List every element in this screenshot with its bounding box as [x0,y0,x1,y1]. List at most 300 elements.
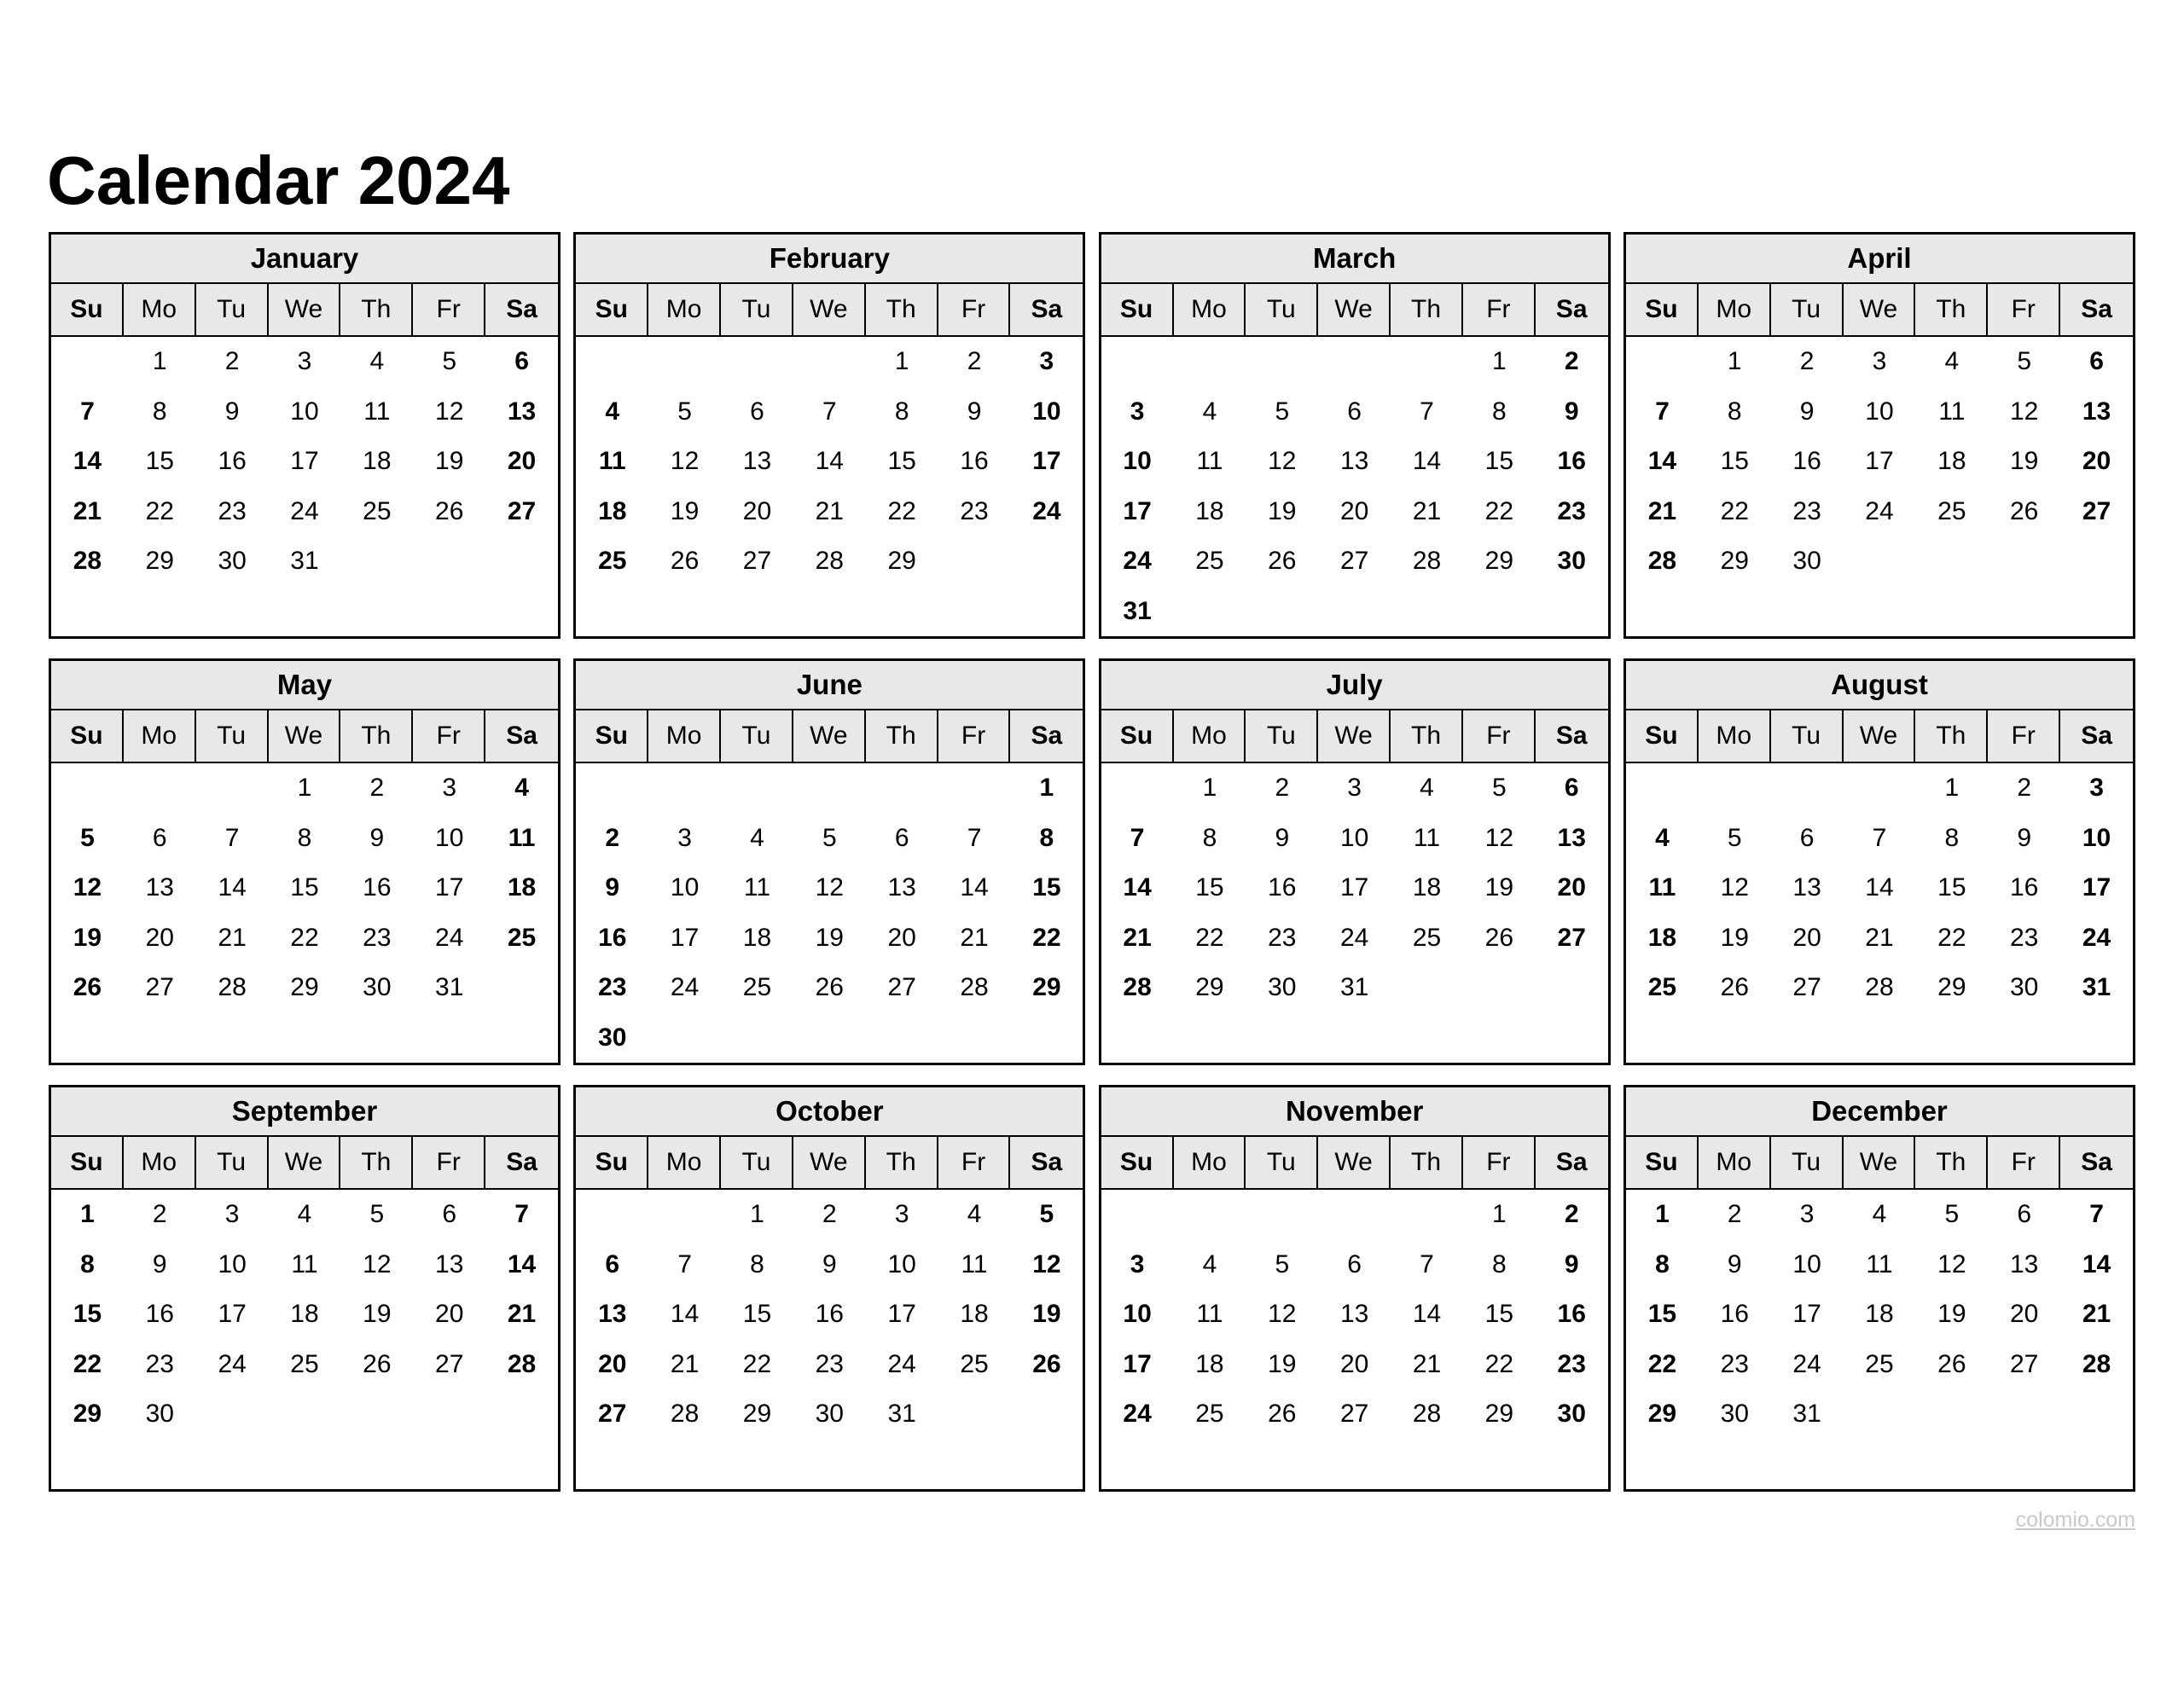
date-cell: 9 [152,1249,167,1278]
date-cell: 4 [1944,347,1960,376]
date-cell: 25 [1647,973,1677,1002]
date-cell: 4 [514,774,529,803]
date-cell: 5 [677,397,692,426]
date-cell: 8 [152,397,167,426]
date-cell: 6 [514,347,529,376]
date-cell-empty [1915,1389,1988,1440]
date-cell: 9 [605,873,620,902]
date-cell: 1 [1727,347,1742,376]
weekday-header-cell: Su [51,1137,124,1188]
date-cell: 27 [507,496,537,525]
date-cell: 21 [1412,496,1442,525]
date-cell: 22 [1032,923,1061,952]
date-cell: 18 [1647,923,1677,952]
date-cell-empty [576,337,648,387]
weekday-header-cell: Su [576,710,648,762]
weekday-header-cell: Mo [124,284,196,335]
date-cell: 28 [73,547,102,576]
date-cell-empty [1174,1013,1246,1064]
date-cell: 31 [2082,973,2111,1002]
date-cell: 6 [750,397,764,426]
date-cell-empty [938,1013,1011,1064]
weekday-header-cell: Mo [1699,284,1771,335]
date-cell: 24 [290,496,319,525]
date-cell-empty [1626,1013,1699,1064]
date-cell: 22 [290,923,319,952]
date-cell: 25 [1195,547,1224,576]
date-cell: 27 [887,973,916,1002]
weekday-header-row [51,710,558,763]
date-cell: 16 [960,447,989,476]
date-cell: 29 [1647,1400,1677,1429]
date-cell: 29 [1032,973,1061,1002]
date-cell: 20 [1339,1349,1369,1378]
date-cell: 5 [1727,823,1742,852]
date-cell: 9 [1564,397,1579,426]
date-cell: 12 [1032,1249,1061,1278]
date-cell: 30 [1557,1400,1586,1429]
date-cell: 11 [1648,873,1676,902]
date-cell: 30 [363,973,392,1002]
date-cell: 27 [2010,1349,2039,1378]
date-cell: 15 [1032,873,1061,902]
date-cell: 25 [507,923,537,952]
date-cell: 8 [1492,1249,1507,1278]
date-cell: 17 [1032,447,1061,476]
date-cell: 20 [1557,873,1586,902]
date-cell: 3 [2089,774,2104,803]
weekday-header-cell: We [793,284,866,335]
date-cell-empty [1174,1440,1246,1490]
date-cell: 30 [598,1023,627,1052]
date-cell: 19 [73,923,102,952]
date-cell-empty [485,1440,558,1490]
date-cell-empty [793,337,866,387]
date-cell-empty [51,1013,124,1064]
date-cell-empty [196,1389,269,1440]
date-cell: 9 [369,823,385,852]
date-cell: 15 [1484,1300,1514,1329]
date-cell: 8 [750,1249,764,1278]
date-cell: 2 [224,347,240,376]
date-cell: 4 [1420,774,1434,803]
date-cell: 3 [1130,1249,1145,1278]
date-cell: 28 [218,973,247,1002]
date-cell: 10 [1123,1300,1152,1329]
date-cell-empty [866,1440,938,1490]
date-cell-empty [793,587,866,637]
month-title: March [1101,235,1608,284]
date-cell-empty [1988,1013,2060,1064]
weekday-header-cell: Th [1915,710,1988,762]
weekday-header-cell: We [1844,710,1916,762]
date-cell: 10 [887,1249,916,1278]
date-cell: 2 [369,774,385,803]
date-cell: 8 [1727,397,1742,426]
date-cell: 28 [1865,973,1894,1002]
date-cell-empty [2060,587,2133,637]
weekday-header-cell: Sa [506,1148,537,1176]
date-cell-empty [576,1190,648,1240]
date-cell: 6 [152,823,167,852]
date-cell: 31 [1339,973,1369,1002]
date-cell-empty [51,1440,124,1490]
date-cell-empty [51,337,124,387]
date-cell: 30 [815,1400,844,1429]
date-cell: 10 [1865,397,1894,426]
weekday-header-cell: Tu [721,1137,793,1188]
weekday-header-cell: Mo [648,284,721,335]
date-cell: 11 [1413,823,1441,852]
date-cell-empty [1101,1190,1174,1240]
date-cell: 4 [297,1200,312,1229]
month-title: September [51,1087,558,1137]
date-cell: 9 [822,1249,837,1278]
date-cell: 3 [224,1200,240,1229]
weekday-header-cell: Tu [1771,1137,1844,1188]
month-title: June [576,661,1083,710]
date-cell: 25 [742,973,772,1002]
weekday-header-row [1626,284,2133,337]
date-cell: 13 [742,447,772,476]
date-cell: 7 [967,823,982,852]
date-cell: 23 [1792,496,1821,525]
dates-grid [1101,1190,1608,1489]
weekday-header-cell: We [269,1137,341,1188]
weekday-header-cell: We [1318,284,1391,335]
date-cell: 14 [218,873,247,902]
date-cell: 10 [1792,1249,1821,1278]
date-cell-empty [269,1440,341,1490]
weekday-header-cell: Th [1391,1137,1463,1188]
date-cell: 7 [1655,397,1670,426]
date-cell-empty [1318,1190,1391,1240]
date-cell-empty [1391,1440,1463,1490]
date-cell: 26 [1032,1349,1061,1378]
weekday-header-cell: Tu [721,284,793,335]
date-cell-empty [485,587,558,637]
date-cell: 1 [1655,1200,1670,1229]
weekday-header-cell: Mo [648,1137,721,1188]
watermark-link[interactable]: colomio.com [2015,1508,2135,1532]
date-cell: 4 [1872,1200,1887,1229]
date-cell-empty [340,1440,413,1490]
date-cell: 1 [1202,774,1217,803]
date-cell: 25 [1195,1400,1224,1429]
date-cell-empty [1915,587,1988,637]
date-cell: 1 [80,1200,95,1229]
date-cell: 27 [1557,923,1586,952]
date-cell-empty [1010,1389,1083,1440]
date-cell: 17 [887,1300,916,1329]
date-cell: 27 [2082,496,2111,525]
date-cell: 24 [218,1349,247,1378]
month-block-july [1099,658,1611,1065]
dates-grid [1101,337,1608,636]
date-cell: 19 [670,496,700,525]
date-cell: 23 [363,923,392,952]
date-cell: 16 [145,1300,174,1329]
date-cell: 17 [1792,1300,1821,1329]
date-cell: 13 [1557,823,1586,852]
date-cell-empty [340,587,413,637]
date-cell-empty [1844,1440,1916,1490]
date-cell: 19 [2010,447,2039,476]
dates-grid [51,1190,558,1489]
date-cell-empty [1391,963,1463,1013]
date-cell-empty [1318,587,1391,637]
weekday-header-cell: Sa [1555,1148,1588,1176]
date-cell: 17 [1865,447,1894,476]
date-cell-empty [1915,536,1988,587]
date-cell: 18 [1195,1349,1224,1378]
date-cell-empty [1010,1440,1083,1490]
month-block-january [49,232,561,639]
date-cell-empty [1463,1013,1536,1064]
date-cell: 2 [1727,1200,1742,1229]
date-cell: 29 [73,1400,102,1429]
date-cell: 10 [1123,447,1152,476]
date-cell: 21 [1865,923,1894,952]
date-cell-empty [1626,1440,1699,1490]
date-cell: 27 [1339,547,1369,576]
date-cell: 12 [73,873,102,902]
date-cell: 22 [1484,1349,1514,1378]
weekday-header-cell: Th [340,284,413,335]
weekday-header-cell: Th [1915,1137,1988,1188]
date-cell: 15 [290,873,319,902]
date-cell: 5 [80,823,95,852]
date-cell: 3 [1347,774,1362,803]
date-cell: 31 [887,1400,916,1429]
date-cell: 8 [1202,823,1217,852]
date-cell-empty [269,1013,341,1064]
date-cell: 7 [822,397,837,426]
date-cell: 10 [435,823,464,852]
date-cell: 21 [1647,496,1677,525]
date-cell-empty [576,1440,648,1490]
date-cell: 11 [508,823,536,852]
date-cell: 29 [1720,547,1749,576]
date-cell: 20 [1792,923,1821,952]
date-cell: 20 [145,923,174,952]
weekday-header-cell: Sa [1031,295,1063,323]
date-cell: 19 [435,447,464,476]
date-cell: 24 [1792,1349,1821,1378]
date-cell: 20 [742,496,772,525]
date-cell: 28 [960,973,989,1002]
month-title: February [576,235,1083,284]
date-cell: 30 [1720,1400,1749,1429]
date-cell-empty [124,1440,196,1490]
weekday-header-row [1626,710,2133,763]
date-cell: 1 [1039,774,1054,803]
date-cell: 29 [742,1400,772,1429]
date-cell-empty [1463,587,1536,637]
date-cell: 14 [1412,1300,1442,1329]
date-cell: 13 [435,1249,464,1278]
date-cell: 26 [815,973,844,1002]
date-cell: 3 [1130,397,1145,426]
date-cell-empty [938,1440,1011,1490]
date-cell-empty [648,763,721,814]
date-cell: 18 [1865,1300,1894,1329]
date-cell-empty [1844,763,1916,814]
month-block-june [573,658,1085,1065]
date-cell: 4 [1202,397,1217,426]
date-cell: 14 [1123,873,1152,902]
date-cell-empty [1101,763,1174,814]
date-cell-empty [485,1013,558,1064]
date-cell: 4 [369,347,385,376]
date-cell: 6 [2089,347,2104,376]
date-cell: 27 [435,1349,464,1378]
month-block-april [1623,232,2135,639]
date-cell: 31 [290,547,319,576]
date-cell: 1 [894,347,909,376]
weekday-header-cell: Th [866,284,938,335]
date-cell-empty [648,337,721,387]
weekday-header-cell: Tu [1246,1137,1318,1188]
weekday-header-row [1101,284,1608,337]
date-cell-empty [1246,1013,1318,1064]
date-cell: 2 [605,823,620,852]
date-cell: 14 [73,447,102,476]
date-cell: 14 [960,873,989,902]
date-cell: 17 [670,923,700,952]
date-cell-empty [196,763,269,814]
date-cell-empty [124,587,196,637]
weekday-header-cell: Fr [1988,1137,2060,1188]
weekday-header-cell: Su [51,710,124,762]
month-title: May [51,661,558,710]
date-cell-empty [2060,1389,2133,1440]
date-cell: 5 [822,823,837,852]
date-cell: 12 [363,1249,392,1278]
weekday-header-cell: We [793,710,866,762]
date-cell: 19 [1032,1300,1061,1329]
weekday-header-cell: Mo [1174,710,1246,762]
date-cell: 20 [435,1300,464,1329]
dates-grid [576,337,1083,636]
dates-grid [51,763,558,1063]
date-cell-empty [1844,1013,1916,1064]
weekday-header-cell: Fr [1988,284,2060,335]
dates-grid [1626,763,2133,1063]
date-cell: 2 [822,1200,837,1229]
date-cell: 15 [1937,873,1966,902]
date-cell: 6 [442,1200,457,1229]
date-cell: 4 [967,1200,982,1229]
date-cell: 22 [1937,923,1966,952]
date-cell: 21 [670,1349,700,1378]
month-block-march [1099,232,1611,639]
date-cell-empty [413,1013,485,1064]
date-cell: 12 [1484,823,1514,852]
date-cell: 1 [1492,347,1507,376]
date-cell: 3 [1039,347,1054,376]
month-title: December [1626,1087,2133,1137]
weekday-header-cell: Mo [124,710,196,762]
weekday-header-cell: Tu [196,710,269,762]
weekday-header-cell: Su [1626,1137,1699,1188]
weekday-header-row [51,284,558,337]
date-cell: 23 [815,1349,844,1378]
date-cell: 28 [507,1349,537,1378]
date-cell-empty [938,587,1011,637]
weekday-header-cell: Sa [1555,295,1588,323]
date-cell: 11 [1196,447,1223,476]
date-cell: 17 [2082,873,2111,902]
date-cell: 25 [960,1349,989,1378]
date-cell: 4 [1202,1249,1217,1278]
date-cell: 22 [1484,496,1514,525]
date-cell-empty [866,587,938,637]
date-cell: 13 [887,873,916,902]
date-cell: 11 [743,873,771,902]
date-cell: 14 [670,1300,700,1329]
weekday-header-cell: Tu [1246,710,1318,762]
date-cell: 23 [1557,496,1586,525]
date-cell: 21 [1412,1349,1442,1378]
date-cell-empty [1844,1389,1916,1440]
month-title: April [1626,235,2133,284]
date-cell: 23 [1720,1349,1749,1378]
date-cell-empty [1391,1190,1463,1240]
date-cell: 11 [1196,1300,1223,1329]
date-cell-empty [1318,337,1391,387]
date-cell-empty [269,587,341,637]
date-cell: 16 [1557,1300,1586,1329]
date-cell: 3 [677,823,692,852]
date-cell-empty [1536,963,1608,1013]
weekday-header-cell: Th [1915,284,1988,335]
date-cell: 31 [435,973,464,1002]
date-cell: 11 [363,397,391,426]
date-cell: 20 [2010,1300,2039,1329]
date-cell-empty [1771,1013,1844,1064]
month-block-february [573,232,1085,639]
date-cell: 25 [1937,496,1966,525]
date-cell: 13 [1339,1300,1369,1329]
date-cell: 18 [290,1300,319,1329]
date-cell: 2 [1275,774,1290,803]
date-cell-empty [1844,536,1916,587]
date-cell-empty [1988,1440,2060,1490]
date-cell-empty [1771,587,1844,637]
date-cell-empty [1246,1440,1318,1490]
dates-grid [576,763,1083,1063]
month-block-october [573,1085,1085,1492]
date-cell-empty [2060,1013,2133,1064]
date-cell: 22 [742,1349,772,1378]
date-cell: 12 [670,447,700,476]
date-cell: 20 [2082,447,2111,476]
date-cell: 17 [435,873,464,902]
date-cell: 28 [815,547,844,576]
date-cell-empty [1391,1013,1463,1064]
date-cell-empty [1318,1013,1391,1064]
date-cell: 7 [514,1200,529,1229]
weekday-header-cell: Tu [196,284,269,335]
date-cell: 28 [1123,973,1152,1002]
date-cell-empty [576,587,648,637]
date-cell: 14 [507,1249,537,1278]
date-cell: 26 [1937,1349,1966,1378]
date-cell: 11 [1938,397,1966,426]
date-cell: 5 [1039,1200,1054,1229]
date-cell: 31 [1123,596,1152,625]
